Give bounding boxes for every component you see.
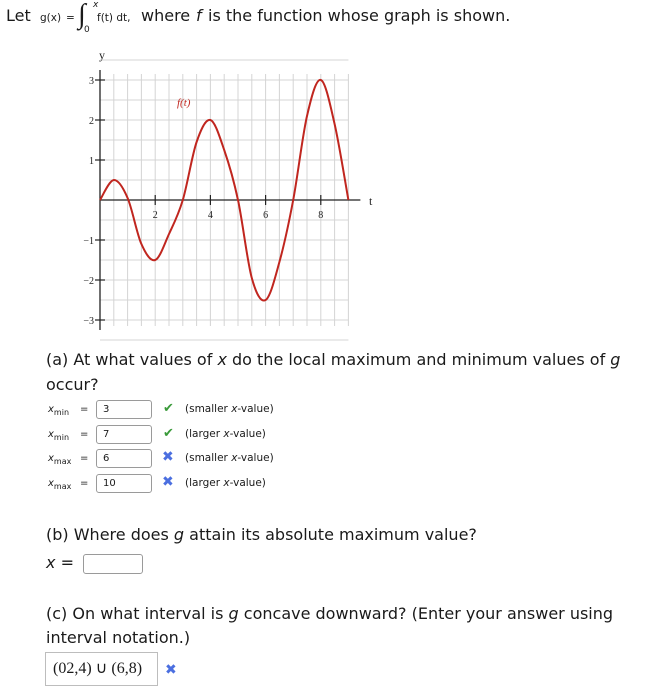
- concave-down-interval-input[interactable]: (02,4) ∪ (6,8): [45, 652, 158, 686]
- xmax-larger-input[interactable]: 10: [96, 474, 152, 493]
- chart-ticks: [83, 76, 323, 327]
- integral-lower-limit: 0: [84, 25, 90, 35]
- part-c-text-3: interval notation.): [46, 628, 191, 647]
- xmin-larger-input[interactable]: 7: [96, 425, 152, 444]
- row1-eq: =: [80, 404, 89, 415]
- y-tick-label: −2: [83, 276, 94, 287]
- integral-upper-limit: x: [93, 0, 99, 10]
- part-c-text-2: concave downward? (Enter your answer using: [243, 604, 614, 623]
- part-a-text-2: do the local maximum and minimum values of: [232, 350, 606, 369]
- row4-eq: =: [80, 478, 89, 489]
- part-b-g: g: [173, 525, 185, 544]
- check-icon: ✔: [163, 426, 174, 441]
- part-c-g: g: [228, 604, 239, 623]
- x-tick-label: 4: [207, 210, 213, 221]
- part-b-prompt: [46, 525, 477, 544]
- row1-label: $x_{min}$: [48, 404, 70, 417]
- integrand: f(t) dt,: [97, 12, 131, 24]
- part-a-g: g: [610, 350, 621, 369]
- y-tick-label: −3: [83, 316, 94, 327]
- check-icon: ✔: [163, 401, 174, 416]
- row3-label: $x_{max}$: [48, 453, 72, 466]
- x-tick-label: 2: [152, 210, 158, 221]
- part-b-text-2: attain its absolute maximum value?: [189, 525, 477, 544]
- part-b-x-eq: x =: [46, 553, 74, 572]
- integral-sign: ∫: [78, 0, 86, 30]
- row3-note: (smaller x-value): [185, 452, 274, 464]
- part-a-text-1: (a) At what values of: [46, 350, 213, 369]
- x-axis-label: t: [369, 194, 373, 208]
- intro-f: f: [196, 6, 202, 25]
- intro-let: Let: [6, 6, 31, 25]
- row4-note: (larger x-value): [185, 477, 266, 489]
- cross-icon: ✖: [165, 662, 177, 678]
- row4-label: $x_{max}$: [48, 478, 72, 491]
- y-tick-label: −1: [83, 236, 94, 247]
- curve-label: f(t): [177, 97, 191, 109]
- intro-rest: is the function whose graph is shown.: [208, 6, 511, 25]
- x-tick-label: 8: [318, 210, 324, 221]
- intro-g-of-x: g(x): [40, 12, 62, 24]
- part-a-prompt: [46, 350, 620, 369]
- part-a-var: x: [217, 350, 227, 369]
- part-b-text-1: (b) Where does: [46, 525, 169, 544]
- y-tick-label: 2: [89, 116, 94, 127]
- xmax-smaller-input[interactable]: 6: [96, 449, 152, 468]
- absolute-max-input[interactable]: [83, 554, 143, 574]
- y-tick-label: 1: [89, 156, 94, 167]
- row2-eq: =: [80, 429, 89, 440]
- part-c-text-1: (c) On what interval is: [46, 604, 224, 623]
- intro-equals: =: [66, 12, 75, 24]
- y-tick-label: 3: [89, 76, 94, 87]
- row2-label: $x_{min}$: [48, 429, 70, 442]
- row1-note: (smaller x-value): [185, 403, 274, 415]
- part-c-prompt: [46, 604, 613, 623]
- part-a-occur: occur?: [46, 375, 99, 394]
- cross-icon: ✖: [162, 474, 174, 490]
- intro-where: where: [141, 6, 191, 25]
- cross-icon: ✖: [162, 449, 174, 465]
- x-tick-label: 6: [263, 210, 269, 221]
- row2-note: (larger x-value): [185, 428, 266, 440]
- y-axis-label: y: [99, 48, 105, 62]
- row3-eq: =: [80, 453, 89, 464]
- xmin-smaller-input[interactable]: 3: [96, 400, 152, 419]
